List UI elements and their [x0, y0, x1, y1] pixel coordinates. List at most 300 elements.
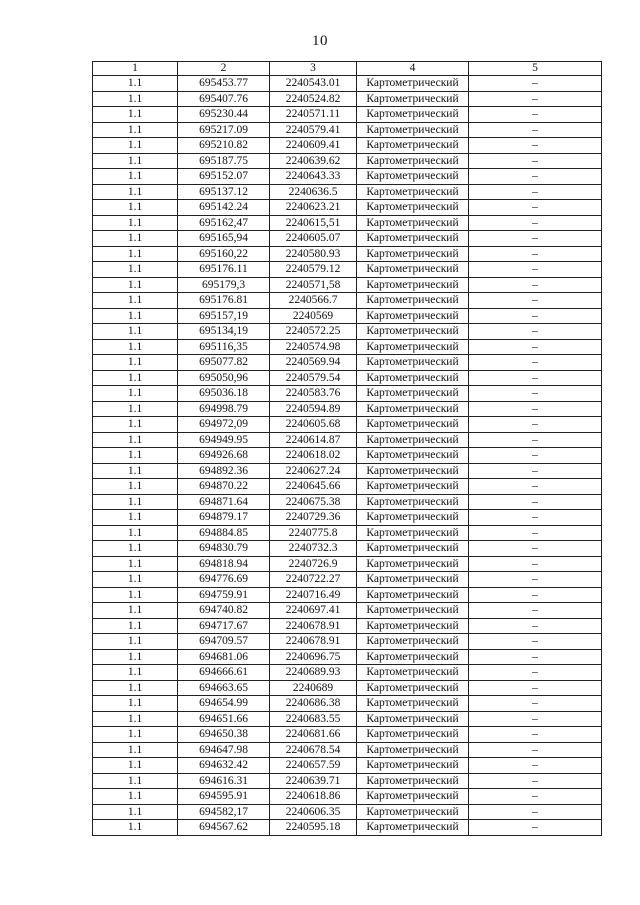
y-coordinate-cell: 2240639.62	[270, 153, 357, 169]
x-coordinate-cell: 694972,09	[178, 417, 270, 433]
point-number-cell: 1.1	[93, 711, 178, 727]
x-coordinate-cell: 695230.44	[178, 107, 270, 123]
accuracy-cell: –	[469, 370, 602, 386]
y-coordinate-cell: 2240618.86	[270, 789, 357, 805]
y-coordinate-cell: 2240579.12	[270, 262, 357, 278]
x-coordinate-cell: 695036.18	[178, 386, 270, 402]
method-cell: Картометрический	[357, 153, 469, 169]
table-row	[93, 448, 602, 464]
table-row	[93, 696, 602, 712]
table-row	[93, 758, 602, 774]
y-coordinate-cell: 2240681.66	[270, 727, 357, 743]
method-cell: Картометрический	[357, 370, 469, 386]
method-cell: Картометрический	[357, 386, 469, 402]
accuracy-cell: –	[469, 773, 602, 789]
accuracy-cell: –	[469, 355, 602, 371]
method-cell: Картометрический	[357, 556, 469, 572]
table-row	[93, 463, 602, 479]
accuracy-cell: –	[469, 153, 602, 169]
x-coordinate-cell: 695116,35	[178, 339, 270, 355]
table-row	[93, 587, 602, 603]
method-cell: Картометрический	[357, 510, 469, 526]
accuracy-cell: –	[469, 324, 602, 340]
table-row	[93, 76, 602, 92]
x-coordinate-cell: 694681.06	[178, 649, 270, 665]
method-cell: Картометрический	[357, 246, 469, 262]
accuracy-cell: –	[469, 138, 602, 154]
method-cell: Картометрический	[357, 742, 469, 758]
method-cell: Картометрический	[357, 184, 469, 200]
accuracy-cell: –	[469, 215, 602, 231]
method-cell: Картометрический	[357, 727, 469, 743]
x-coordinate-cell: 694776.69	[178, 572, 270, 588]
point-number-cell: 1.1	[93, 138, 178, 154]
y-coordinate-cell: 2240609.41	[270, 138, 357, 154]
method-cell: Картометрический	[357, 122, 469, 138]
accuracy-cell: –	[469, 789, 602, 805]
table-row	[93, 618, 602, 634]
point-number-cell: 1.1	[93, 463, 178, 479]
y-coordinate-cell: 2240729.36	[270, 510, 357, 526]
point-number-cell: 1.1	[93, 91, 178, 107]
point-number-cell: 1.1	[93, 541, 178, 557]
point-number-cell: 1.1	[93, 417, 178, 433]
y-coordinate-cell: 2240722.27	[270, 572, 357, 588]
y-coordinate-cell: 2240606.35	[270, 804, 357, 820]
table-row	[93, 789, 602, 805]
page-number: 10	[312, 33, 328, 49]
method-cell: Картометрический	[357, 696, 469, 712]
method-cell: Картометрический	[357, 680, 469, 696]
point-number-cell: 1.1	[93, 231, 178, 247]
x-coordinate-cell: 695142.24	[178, 200, 270, 216]
table-row	[93, 370, 602, 386]
method-cell: Картометрический	[357, 107, 469, 123]
y-coordinate-cell: 2240716.49	[270, 587, 357, 603]
point-number-cell: 1.1	[93, 494, 178, 510]
table-row	[93, 138, 602, 154]
point-number-cell: 1.1	[93, 510, 178, 526]
x-coordinate-cell: 694870.22	[178, 479, 270, 495]
accuracy-cell: –	[469, 820, 602, 836]
y-coordinate-cell: 2240571,58	[270, 277, 357, 293]
point-number-cell: 1.1	[93, 184, 178, 200]
point-number-cell: 1.1	[93, 479, 178, 495]
y-coordinate-cell: 2240678.54	[270, 742, 357, 758]
y-coordinate-cell: 2240636.5	[270, 184, 357, 200]
y-coordinate-cell: 2240574.98	[270, 339, 357, 355]
method-cell: Картометрический	[357, 339, 469, 355]
accuracy-cell: –	[469, 494, 602, 510]
x-coordinate-cell: 695176.11	[178, 262, 270, 278]
point-number-cell: 1.1	[93, 448, 178, 464]
y-coordinate-cell: 2240572.25	[270, 324, 357, 340]
accuracy-cell: –	[469, 107, 602, 123]
table-row	[93, 169, 602, 185]
method-cell: Картометрический	[357, 618, 469, 634]
accuracy-cell: –	[469, 448, 602, 464]
table-row	[93, 308, 602, 324]
x-coordinate-cell: 695162,47	[178, 215, 270, 231]
method-cell: Картометрический	[357, 587, 469, 603]
table-row	[93, 634, 602, 650]
accuracy-cell: –	[469, 231, 602, 247]
table-row	[93, 711, 602, 727]
table-row	[93, 215, 602, 231]
y-coordinate-cell: 2240579.41	[270, 122, 357, 138]
x-coordinate-cell: 694582,17	[178, 804, 270, 820]
point-number-cell: 1.1	[93, 169, 178, 185]
y-coordinate-cell: 2240726.9	[270, 556, 357, 572]
x-coordinate-cell: 695077.82	[178, 355, 270, 371]
x-coordinate-cell: 694949.95	[178, 432, 270, 448]
table-row	[93, 479, 602, 495]
table-row	[93, 386, 602, 402]
table-row	[93, 510, 602, 526]
y-coordinate-cell: 2240543.01	[270, 76, 357, 92]
point-number-cell: 1.1	[93, 355, 178, 371]
accuracy-cell: –	[469, 293, 602, 309]
table-row	[93, 541, 602, 557]
y-coordinate-cell: 2240580.93	[270, 246, 357, 262]
method-cell: Картометрический	[357, 541, 469, 557]
x-coordinate-cell: 694717.67	[178, 618, 270, 634]
accuracy-cell: –	[469, 277, 602, 293]
column-header: 4	[357, 62, 469, 76]
x-coordinate-cell: 694650.38	[178, 727, 270, 743]
accuracy-cell: –	[469, 618, 602, 634]
accuracy-cell: –	[469, 386, 602, 402]
point-number-cell: 1.1	[93, 432, 178, 448]
x-coordinate-cell: 694926.68	[178, 448, 270, 464]
x-coordinate-cell: 695134,19	[178, 324, 270, 340]
y-coordinate-cell: 2240605.07	[270, 231, 357, 247]
point-number-cell: 1.1	[93, 727, 178, 743]
point-number-cell: 1.1	[93, 401, 178, 417]
column-header: 5	[469, 62, 602, 76]
table-row	[93, 649, 602, 665]
point-number-cell: 1.1	[93, 370, 178, 386]
point-number-cell: 1.1	[93, 200, 178, 216]
table-row	[93, 293, 602, 309]
method-cell: Картометрический	[357, 820, 469, 836]
point-number-cell: 1.1	[93, 262, 178, 278]
y-coordinate-cell: 2240678.91	[270, 634, 357, 650]
x-coordinate-cell: 695217.09	[178, 122, 270, 138]
accuracy-cell: –	[469, 339, 602, 355]
accuracy-cell: –	[469, 308, 602, 324]
x-coordinate-cell: 694567.62	[178, 820, 270, 836]
accuracy-cell: –	[469, 200, 602, 216]
table-row	[93, 665, 602, 681]
table-row	[93, 494, 602, 510]
y-coordinate-cell: 2240594.89	[270, 401, 357, 417]
y-coordinate-cell: 2240569.94	[270, 355, 357, 371]
method-cell: Картометрический	[357, 324, 469, 340]
table-header-row	[93, 62, 602, 76]
accuracy-cell: –	[469, 696, 602, 712]
x-coordinate-cell: 694830.79	[178, 541, 270, 557]
point-number-cell: 1.1	[93, 122, 178, 138]
accuracy-cell: –	[469, 603, 602, 619]
table-row	[93, 820, 602, 836]
table-row	[93, 680, 602, 696]
y-coordinate-cell: 2240696.75	[270, 649, 357, 665]
point-number-cell: 1.1	[93, 820, 178, 836]
y-coordinate-cell: 2240579.54	[270, 370, 357, 386]
table-row	[93, 525, 602, 541]
x-coordinate-cell: 694998.79	[178, 401, 270, 417]
y-coordinate-cell: 2240732.3	[270, 541, 357, 557]
table-row	[93, 262, 602, 278]
y-coordinate-cell: 2240645.66	[270, 479, 357, 495]
method-cell: Картометрический	[357, 804, 469, 820]
method-cell: Картометрический	[357, 634, 469, 650]
y-coordinate-cell: 2240683.55	[270, 711, 357, 727]
y-coordinate-cell: 2240775.8	[270, 525, 357, 541]
x-coordinate-cell: 694654.99	[178, 696, 270, 712]
accuracy-cell: –	[469, 680, 602, 696]
point-number-cell: 1.1	[93, 696, 178, 712]
method-cell: Картометрический	[357, 231, 469, 247]
y-coordinate-cell: 2240595.18	[270, 820, 357, 836]
x-coordinate-cell: 695152.07	[178, 169, 270, 185]
table-row	[93, 122, 602, 138]
x-coordinate-cell: 695176.81	[178, 293, 270, 309]
accuracy-cell: –	[469, 463, 602, 479]
accuracy-cell: –	[469, 572, 602, 588]
method-cell: Картометрический	[357, 215, 469, 231]
point-number-cell: 1.1	[93, 107, 178, 123]
x-coordinate-cell: 694884.85	[178, 525, 270, 541]
x-coordinate-cell: 695179,3	[178, 277, 270, 293]
y-coordinate-cell: 2240618.02	[270, 448, 357, 464]
x-coordinate-cell: 694709.57	[178, 634, 270, 650]
x-coordinate-cell: 695187.75	[178, 153, 270, 169]
table-row	[93, 742, 602, 758]
method-cell: Картометрический	[357, 308, 469, 324]
column-header: 3	[270, 62, 357, 76]
method-cell: Картометрический	[357, 448, 469, 464]
accuracy-cell: –	[469, 804, 602, 820]
accuracy-cell: –	[469, 541, 602, 557]
method-cell: Картометрический	[357, 525, 469, 541]
accuracy-cell: –	[469, 262, 602, 278]
accuracy-cell: –	[469, 401, 602, 417]
method-cell: Картометрический	[357, 494, 469, 510]
x-coordinate-cell: 694647.98	[178, 742, 270, 758]
table-row	[93, 277, 602, 293]
point-number-cell: 1.1	[93, 587, 178, 603]
method-cell: Картометрический	[357, 479, 469, 495]
method-cell: Картометрический	[357, 417, 469, 433]
y-coordinate-cell: 2240614.87	[270, 432, 357, 448]
point-number-cell: 1.1	[93, 308, 178, 324]
y-coordinate-cell: 2240675.38	[270, 494, 357, 510]
accuracy-cell: –	[469, 169, 602, 185]
table-row	[93, 355, 602, 371]
table-row	[93, 246, 602, 262]
accuracy-cell: –	[469, 122, 602, 138]
method-cell: Картометрический	[357, 572, 469, 588]
method-cell: Картометрический	[357, 463, 469, 479]
point-number-cell: 1.1	[93, 215, 178, 231]
accuracy-cell: –	[469, 587, 602, 603]
table-row	[93, 773, 602, 789]
accuracy-cell: –	[469, 246, 602, 262]
accuracy-cell: –	[469, 634, 602, 650]
accuracy-cell: –	[469, 432, 602, 448]
table-row	[93, 603, 602, 619]
table-row	[93, 417, 602, 433]
point-number-cell: 1.1	[93, 742, 178, 758]
table-row	[93, 184, 602, 200]
point-number-cell: 1.1	[93, 649, 178, 665]
x-coordinate-cell: 695160,22	[178, 246, 270, 262]
point-number-cell: 1.1	[93, 665, 178, 681]
y-coordinate-cell: 2240605.68	[270, 417, 357, 433]
accuracy-cell: –	[469, 510, 602, 526]
point-number-cell: 1.1	[93, 76, 178, 92]
column-header: 1	[93, 62, 178, 76]
x-coordinate-cell: 695165,94	[178, 231, 270, 247]
accuracy-cell: –	[469, 665, 602, 681]
table-row	[93, 231, 602, 247]
accuracy-cell: –	[469, 184, 602, 200]
point-number-cell: 1.1	[93, 324, 178, 340]
x-coordinate-cell: 695050,96	[178, 370, 270, 386]
point-number-cell: 1.1	[93, 603, 178, 619]
x-coordinate-cell: 694651.66	[178, 711, 270, 727]
x-coordinate-cell: 695157,19	[178, 308, 270, 324]
y-coordinate-cell: 2240566.7	[270, 293, 357, 309]
x-coordinate-cell: 694879.17	[178, 510, 270, 526]
table-body	[93, 62, 602, 836]
accuracy-cell: –	[469, 742, 602, 758]
method-cell: Картометрический	[357, 603, 469, 619]
y-coordinate-cell: 2240627.24	[270, 463, 357, 479]
table-row	[93, 401, 602, 417]
x-coordinate-cell: 694632.42	[178, 758, 270, 774]
table-row	[93, 324, 602, 340]
method-cell: Картометрический	[357, 789, 469, 805]
accuracy-cell: –	[469, 758, 602, 774]
table-row	[93, 572, 602, 588]
point-number-cell: 1.1	[93, 758, 178, 774]
point-number-cell: 1.1	[93, 804, 178, 820]
accuracy-cell: –	[469, 417, 602, 433]
accuracy-cell: –	[469, 76, 602, 92]
point-number-cell: 1.1	[93, 339, 178, 355]
point-number-cell: 1.1	[93, 556, 178, 572]
method-cell: Картометрический	[357, 76, 469, 92]
y-coordinate-cell: 2240571.11	[270, 107, 357, 123]
accuracy-cell: –	[469, 711, 602, 727]
table-row	[93, 432, 602, 448]
y-coordinate-cell: 2240697.41	[270, 603, 357, 619]
table-row	[93, 153, 602, 169]
y-coordinate-cell: 2240657.59	[270, 758, 357, 774]
table-row	[93, 727, 602, 743]
accuracy-cell: –	[469, 727, 602, 743]
table-row	[93, 200, 602, 216]
method-cell: Картометрический	[357, 432, 469, 448]
table-row	[93, 107, 602, 123]
point-number-cell: 1.1	[93, 277, 178, 293]
method-cell: Картометрический	[357, 91, 469, 107]
method-cell: Картометрический	[357, 773, 469, 789]
x-coordinate-cell: 694740.82	[178, 603, 270, 619]
point-number-cell: 1.1	[93, 525, 178, 541]
point-number-cell: 1.1	[93, 680, 178, 696]
point-number-cell: 1.1	[93, 293, 178, 309]
x-coordinate-cell: 694616.31	[178, 773, 270, 789]
y-coordinate-cell: 2240615,51	[270, 215, 357, 231]
x-coordinate-cell: 695453.77	[178, 76, 270, 92]
x-coordinate-cell: 695137.12	[178, 184, 270, 200]
coordinates-table	[92, 61, 602, 836]
x-coordinate-cell: 694759.91	[178, 587, 270, 603]
x-coordinate-cell: 695407.76	[178, 91, 270, 107]
table-row	[93, 556, 602, 572]
table-row	[93, 91, 602, 107]
method-cell: Картометрический	[357, 277, 469, 293]
method-cell: Картометрический	[357, 649, 469, 665]
y-coordinate-cell: 2240583.76	[270, 386, 357, 402]
x-coordinate-cell: 695210.82	[178, 138, 270, 154]
point-number-cell: 1.1	[93, 572, 178, 588]
y-coordinate-cell: 2240569	[270, 308, 357, 324]
point-number-cell: 1.1	[93, 246, 178, 262]
accuracy-cell: –	[469, 479, 602, 495]
method-cell: Картометрический	[357, 293, 469, 309]
method-cell: Картометрический	[357, 200, 469, 216]
x-coordinate-cell: 694892.36	[178, 463, 270, 479]
y-coordinate-cell: 2240623.21	[270, 200, 357, 216]
method-cell: Картометрический	[357, 355, 469, 371]
method-cell: Картометрический	[357, 169, 469, 185]
point-number-cell: 1.1	[93, 634, 178, 650]
x-coordinate-cell: 694663.65	[178, 680, 270, 696]
y-coordinate-cell: 2240678.91	[270, 618, 357, 634]
y-coordinate-cell: 2240689.93	[270, 665, 357, 681]
method-cell: Картометрический	[357, 138, 469, 154]
method-cell: Картометрический	[357, 262, 469, 278]
table-row	[93, 339, 602, 355]
accuracy-cell: –	[469, 556, 602, 572]
point-number-cell: 1.1	[93, 618, 178, 634]
method-cell: Картометрический	[357, 401, 469, 417]
y-coordinate-cell: 2240686.38	[270, 696, 357, 712]
method-cell: Картометрический	[357, 665, 469, 681]
y-coordinate-cell: 2240689	[270, 680, 357, 696]
point-number-cell: 1.1	[93, 153, 178, 169]
y-coordinate-cell: 2240643.33	[270, 169, 357, 185]
y-coordinate-cell: 2240524.82	[270, 91, 357, 107]
x-coordinate-cell: 694871.64	[178, 494, 270, 510]
column-header: 2	[178, 62, 270, 76]
accuracy-cell: –	[469, 91, 602, 107]
method-cell: Картометрический	[357, 711, 469, 727]
x-coordinate-cell: 694595.91	[178, 789, 270, 805]
point-number-cell: 1.1	[93, 773, 178, 789]
point-number-cell: 1.1	[93, 386, 178, 402]
method-cell: Картометрический	[357, 758, 469, 774]
x-coordinate-cell: 694818.94	[178, 556, 270, 572]
x-coordinate-cell: 694666.61	[178, 665, 270, 681]
accuracy-cell: –	[469, 649, 602, 665]
table-row	[93, 804, 602, 820]
